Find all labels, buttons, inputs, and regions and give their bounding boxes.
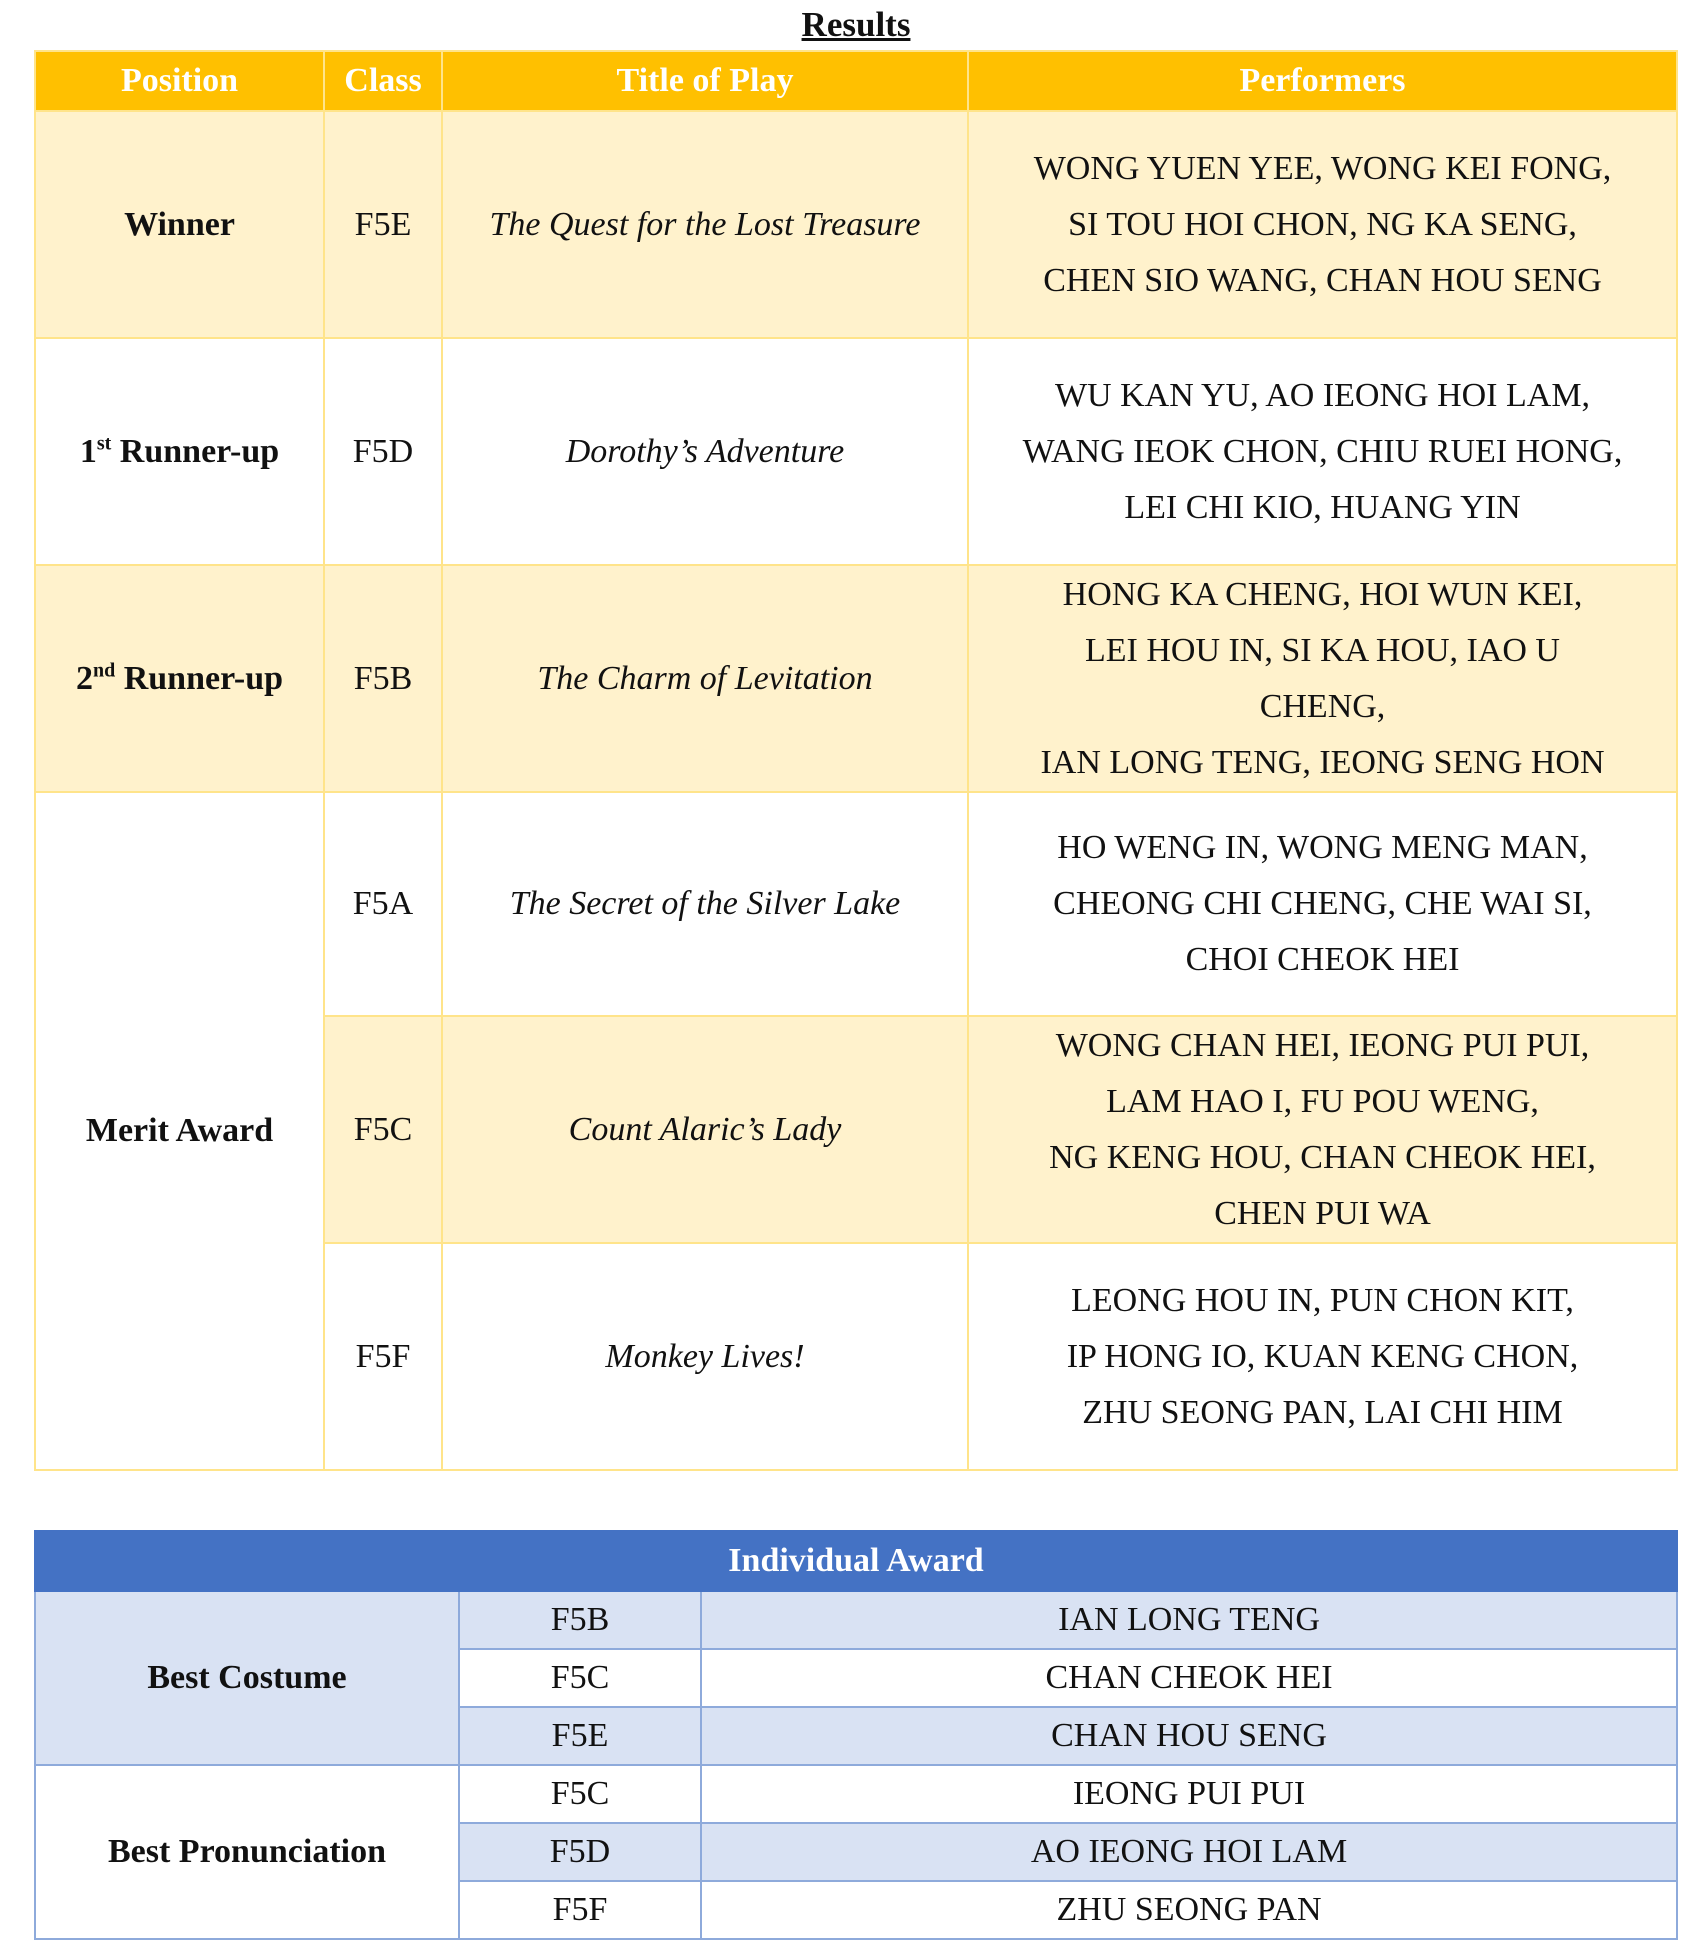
performers-line: WONG YUEN YEE, WONG KEI FONG, bbox=[1033, 149, 1612, 187]
individual-award-table bbox=[34, 1530, 1678, 1940]
position-cell: Merit Award bbox=[35, 792, 324, 1470]
table-row-first-runner-up bbox=[35, 338, 1677, 565]
performers-line: SI TOU HOI CHON, NG KA SENG, bbox=[1068, 205, 1577, 243]
class-cell: F5E bbox=[324, 111, 442, 338]
position-text: Runner-up bbox=[111, 432, 280, 470]
performers-line: IAN LONG TENG, IEONG SENG HON bbox=[1040, 743, 1605, 781]
performers-cell bbox=[968, 792, 1677, 1016]
performers-line: WANG IEOK CHON, CHIU RUEI HONG, bbox=[1022, 432, 1623, 470]
page-title: Results bbox=[801, 5, 911, 44]
play-title-cell: The Secret of the Silver Lake bbox=[442, 792, 968, 1016]
performers-line: LEI CHI KIO, HUANG YIN bbox=[1124, 488, 1521, 526]
play-title-cell: Count Alaric’s Lady bbox=[442, 1016, 968, 1243]
play-title-cell: The Charm of Levitation bbox=[442, 565, 968, 792]
performers-line: LEI HOU IN, SI KA HOU, IAO U bbox=[1084, 631, 1560, 669]
award-class-cell: F5F bbox=[459, 1881, 701, 1939]
award-recipient-cell: IEONG PUI PUI bbox=[701, 1765, 1677, 1823]
individual-header-row bbox=[35, 1531, 1677, 1591]
award-class-cell: F5B bbox=[459, 1591, 701, 1649]
class-cell: F5B bbox=[324, 565, 442, 792]
award-class-cell: F5E bbox=[459, 1707, 701, 1765]
performers-cell bbox=[968, 1243, 1677, 1470]
header-class: Class bbox=[324, 51, 442, 111]
performers-cell bbox=[968, 565, 1677, 792]
award-recipient-cell: ZHU SEONG PAN bbox=[701, 1881, 1677, 1939]
performers-line: NG KENG HOU, CHAN CHEOK HEI, bbox=[1049, 1138, 1596, 1176]
performers-line: CHENG, bbox=[1259, 687, 1386, 725]
performers-line: CHOI CHEOK HEI bbox=[1185, 941, 1460, 978]
performers-line: ZHU SEONG PAN, LAI CHI HIM bbox=[1082, 1393, 1563, 1431]
class-cell: F5F bbox=[324, 1243, 442, 1470]
class-cell: F5A bbox=[324, 792, 442, 1016]
table-row-second-runner-up bbox=[35, 565, 1677, 792]
position-ordinal-suffix: st bbox=[96, 432, 112, 455]
table-row bbox=[35, 1591, 1677, 1649]
position-text: Runner-up bbox=[115, 659, 284, 697]
award-recipient-cell: CHAN CHEOK HEI bbox=[701, 1649, 1677, 1707]
header-title-of-play: Title of Play bbox=[442, 51, 968, 111]
performers-line: CHEONG CHI CHENG, CHE WAI SI, bbox=[1053, 885, 1592, 922]
position-ordinal-suffix: nd bbox=[92, 659, 116, 682]
position-cell bbox=[35, 565, 324, 792]
position-number: 1 bbox=[79, 432, 97, 470]
performers-line: LEONG HOU IN, PUN CHON KIT, bbox=[1071, 1281, 1574, 1319]
performers-cell bbox=[968, 1016, 1677, 1243]
award-category-best-pronunciation: Best Pronunciation bbox=[35, 1765, 459, 1939]
performers-line: WU KAN YU, AO IEONG HOI LAM, bbox=[1054, 376, 1591, 414]
award-category-best-costume: Best Costume bbox=[35, 1591, 459, 1765]
performers-cell bbox=[968, 111, 1677, 338]
table-row bbox=[35, 1765, 1677, 1823]
table-row-merit-f5a bbox=[35, 792, 1677, 1016]
award-class-cell: F5D bbox=[459, 1823, 701, 1881]
award-class-cell: F5C bbox=[459, 1765, 701, 1823]
position-cell bbox=[35, 338, 324, 565]
performers-line: WONG CHAN HEI, IEONG PUI PUI, bbox=[1055, 1026, 1590, 1064]
individual-award-header: Individual Award bbox=[35, 1531, 1677, 1591]
position-number: 2 bbox=[75, 659, 93, 697]
performers-line: CHEN PUI WA bbox=[1214, 1194, 1431, 1232]
award-class-cell: F5C bbox=[459, 1649, 701, 1707]
award-recipient-cell: AO IEONG HOI LAM bbox=[701, 1823, 1677, 1881]
award-recipient-cell: IAN LONG TENG bbox=[701, 1591, 1677, 1649]
results-table bbox=[34, 50, 1678, 1471]
class-cell: F5C bbox=[324, 1016, 442, 1243]
results-header-row bbox=[35, 51, 1677, 111]
performers-line: LAM HAO I, FU POU WENG, bbox=[1106, 1082, 1539, 1120]
play-title-cell: Dorothy’s Adventure bbox=[442, 338, 968, 565]
header-performers: Performers bbox=[968, 51, 1677, 111]
performers-line: IP HONG IO, KUAN KENG CHON, bbox=[1066, 1337, 1579, 1375]
performers-cell bbox=[968, 338, 1677, 565]
award-recipient-cell: CHAN HOU SENG bbox=[701, 1707, 1677, 1765]
table-row-winner bbox=[35, 111, 1677, 338]
performers-line: CHEN SIO WANG, CHAN HOU SENG bbox=[1043, 261, 1602, 299]
play-title-cell: The Quest for the Lost Treasure bbox=[442, 111, 968, 338]
position-cell: Winner bbox=[35, 111, 324, 338]
class-cell: F5D bbox=[324, 338, 442, 565]
performers-line: HONG KA CHENG, HOI WUN KEI, bbox=[1062, 575, 1583, 613]
header-position: Position bbox=[35, 51, 324, 111]
play-title-cell: Monkey Lives! bbox=[442, 1243, 968, 1470]
performers-line: HO WENG IN, WONG MENG MAN, bbox=[1057, 829, 1588, 866]
